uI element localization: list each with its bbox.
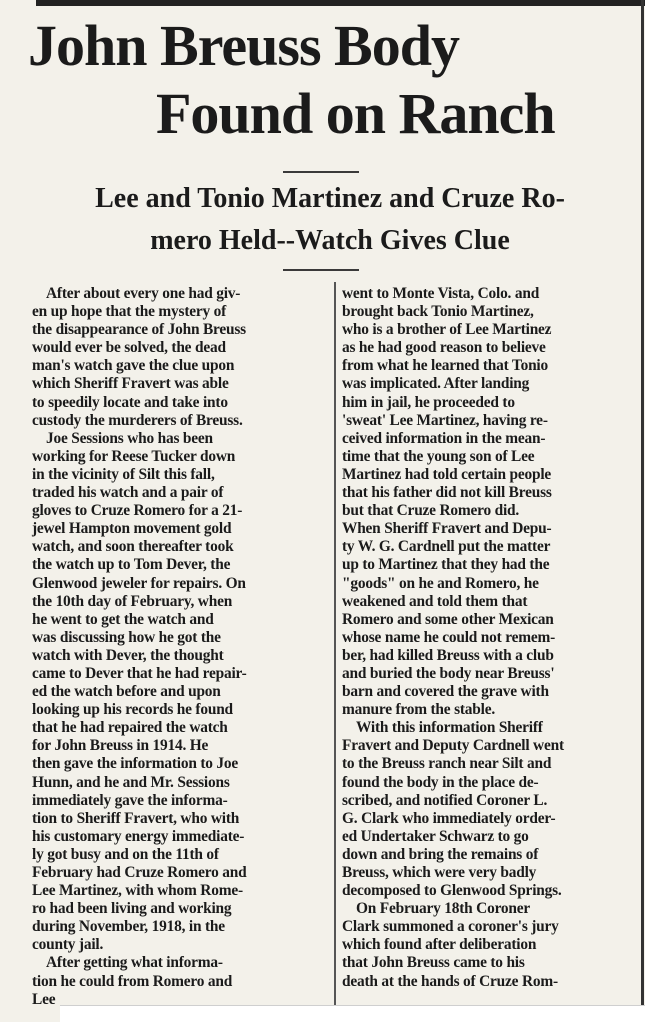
- article-line: which found after deliberation: [342, 936, 537, 954]
- column-divider: [334, 282, 336, 1017]
- article-line: the watch up to Tom Dever, the: [32, 556, 231, 574]
- article-line: from what he learned that Tonio: [342, 357, 549, 375]
- article-line: watch, and soon thereafter took: [32, 538, 234, 556]
- headline-line-1: John Breuss Body: [28, 13, 459, 78]
- article-line: looking up his records he found: [32, 701, 233, 719]
- article-line: in the vicinity of Silt this fall,: [32, 465, 215, 483]
- article-line: to speedily locate and take into: [32, 393, 228, 411]
- article-line: he went to get the watch and: [32, 610, 214, 628]
- article-line: traded his watch and a pair of: [32, 484, 224, 502]
- article-line: Breuss, which were very badly: [342, 864, 537, 881]
- article-line: to the Breuss ranch near Silt and: [342, 755, 552, 773]
- article-line: tion he could from Romero and: [32, 972, 233, 990]
- article-line: death at the hands of Cruze Rom-: [342, 972, 558, 990]
- article-line: "goods" on he and Romero, he: [342, 574, 539, 592]
- column-edge-rule: [641, 0, 644, 1021]
- article-line: decomposed to Glenwood Springs.: [342, 882, 562, 900]
- article-line: time that the young son of Lee: [342, 447, 535, 465]
- article-line: during November, 1918, in the: [32, 918, 225, 936]
- article-line: 'sweat' Lee Martinez, having re-: [342, 411, 548, 429]
- article-line: ed the watch before and upon: [32, 683, 221, 701]
- article-line: ber, had killed Breuss with a club: [342, 646, 554, 664]
- article-line: After about every one had giv-: [46, 285, 241, 302]
- article-line: for John Breuss in 1914. He: [32, 737, 209, 755]
- article-line: Fravert and Deputy Cardnell went: [342, 737, 564, 755]
- article-line: that he had repaired the watch: [32, 719, 228, 737]
- article-line: ceived information in the mean-: [342, 429, 546, 447]
- article-line: immediately gave the informa-: [32, 791, 228, 809]
- article-line: that his father did not kill Breuss: [342, 484, 552, 502]
- article-line: his customary energy immediate-: [32, 827, 245, 845]
- article-line: which Sheriff Fravert was able: [32, 375, 229, 393]
- article-line: custody the murderers of Breuss.: [32, 411, 243, 429]
- article-line: would ever be solved, the dead: [32, 339, 226, 357]
- article-line: man's watch gave the clue upon: [32, 357, 235, 375]
- article-line: that John Breuss came to his: [342, 954, 525, 972]
- article-line: On February 18th Coroner: [356, 900, 531, 918]
- article-line: jewel Hampton movement gold: [32, 520, 232, 538]
- headline-line-2: Found on Ranch: [156, 81, 555, 146]
- article-line: ro had been living and working: [32, 900, 232, 918]
- article-column-left: [32, 285, 328, 1009]
- article-line: ty W. G. Cardnell put the matter: [342, 538, 551, 556]
- article-line: scribed, and notified Coroner L.: [342, 791, 548, 809]
- article-line: Lee Martinez, with whom Rome-: [32, 882, 243, 900]
- article-line: the 10th day of February, when: [32, 592, 233, 610]
- article-line: Hunn, and he and Mr. Sessions: [32, 773, 230, 791]
- article-line: G. Clark who immediately order-: [342, 809, 556, 827]
- headline-divider: [283, 171, 359, 173]
- article-line: en up hope that the mystery of: [32, 303, 227, 321]
- article-line: gloves to Cruze Romero for a 21-: [32, 502, 243, 520]
- article-line: found the body in the place de-: [342, 773, 539, 791]
- article-line: Lee: [32, 990, 56, 1008]
- article-line: Joe Sessions who has been: [46, 429, 213, 447]
- article-line: ed Undertaker Schwarz to go: [342, 827, 529, 845]
- article-line: was implicated. After landing: [342, 375, 530, 393]
- article-line: as he had good reason to believe: [342, 339, 546, 357]
- article-line: working for Reese Tucker down: [32, 447, 236, 465]
- subheadline-line-2: mero Held--Watch Gives Clue: [150, 225, 510, 256]
- article-line: ly got busy and on the 11th of: [32, 845, 219, 863]
- article-line: manure from the stable.: [342, 701, 495, 719]
- article-line: up to Martinez that they had the: [342, 556, 550, 574]
- subheadline-line-1: Lee and Tonio Martinez and Cruze Ro-: [95, 183, 565, 214]
- top-rule: [36, 0, 645, 6]
- article-line: brought back Tonio Martinez,: [342, 303, 534, 321]
- page-bottom-edge: [60, 1005, 645, 1022]
- article-line: county jail.: [32, 936, 104, 954]
- article-line: Romero and some other Mexican: [342, 610, 554, 628]
- article-line: whose name he could not remem-: [342, 628, 556, 646]
- article-line: and buried the body near Breuss': [342, 664, 555, 682]
- article-line: was discussing how he got the: [32, 628, 221, 646]
- article-line: weakened and told them that: [342, 592, 528, 610]
- article-line: down and bring the remains of: [342, 845, 539, 863]
- article-line: him in jail, he proceeded to: [342, 393, 515, 411]
- article-line: barn and covered the grave with: [342, 683, 549, 701]
- article-line: the disappearance of John Breuss: [32, 321, 246, 339]
- article-line: who is a brother of Lee Martinez: [342, 321, 552, 339]
- article-line: tion to Sheriff Fravert, who with: [32, 809, 240, 827]
- subheadline-divider: [283, 269, 359, 271]
- article-line: Martinez had told certain people: [342, 465, 552, 483]
- article-line: When Sheriff Fravert and Depu-: [342, 520, 552, 538]
- article-line: Glenwood jeweler for repairs. On: [32, 574, 246, 592]
- article-column-right: [342, 285, 638, 991]
- article-line: With this information Sheriff: [356, 719, 543, 737]
- article-line: came to Dever that he had repair-: [32, 664, 247, 682]
- article-line: Clark summoned a coroner's jury: [342, 918, 559, 936]
- article-line: went to Monte Vista, Colo. and: [342, 285, 540, 302]
- article-line: but that Cruze Romero did.: [342, 502, 520, 520]
- article-line: watch with Dever, the thought: [32, 646, 224, 664]
- article-line: After getting what informa-: [46, 954, 223, 972]
- article-line: February had Cruze Romero and: [32, 864, 247, 881]
- article-line: then gave the information to Joe: [32, 755, 239, 773]
